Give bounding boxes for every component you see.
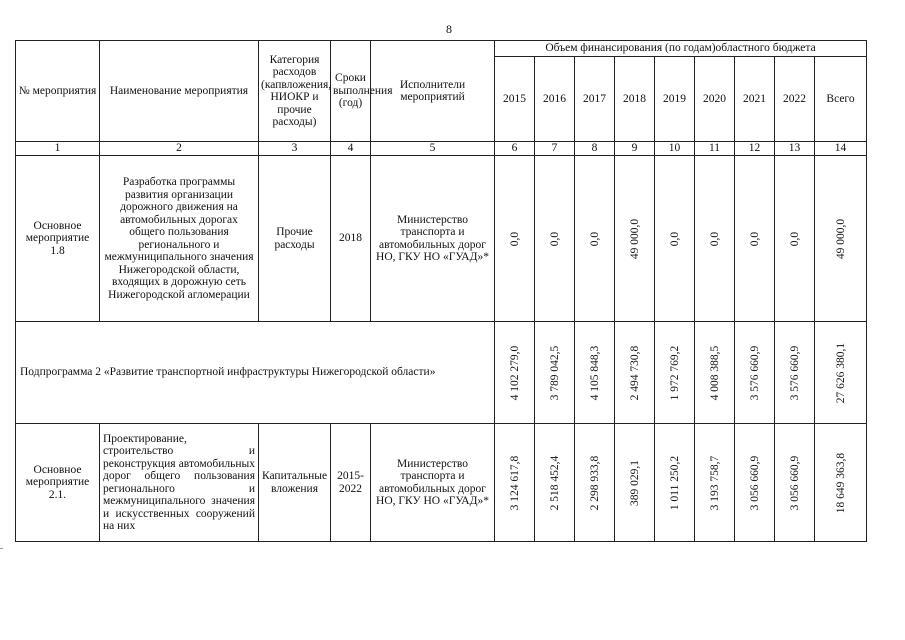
value-cell xyxy=(815,322,867,424)
column-number: 1 xyxy=(16,142,100,156)
value-2015: 3 124 617,8 xyxy=(508,455,521,510)
header-expense-category: Категория расходов (капвложения, НИОКР и прочие расходы) xyxy=(259,41,331,142)
value-cell xyxy=(615,424,655,542)
header-measure-number: № мероприятия xyxy=(16,41,100,142)
value-2016: 2 518 452,4 xyxy=(548,455,561,510)
header-measure-name: Наименование мероприятия xyxy=(100,41,259,142)
header-year: 2015 xyxy=(495,57,535,142)
value-cell xyxy=(575,424,615,542)
value-cell xyxy=(735,322,775,424)
value-2022: 3 056 660,9 xyxy=(788,455,801,510)
value-cell xyxy=(775,156,815,322)
value-2018: 389 029,1 xyxy=(628,459,641,506)
value-2017: 0,0 xyxy=(588,231,601,246)
header-terms: Сроки выполнения (год) xyxy=(331,41,371,142)
value-2019: 1 011 250,2 xyxy=(668,455,681,510)
column-number: 4 xyxy=(331,142,371,156)
column-number: 9 xyxy=(615,142,655,156)
header-total: Всего xyxy=(815,57,867,142)
value-2021: 3 576 660,9 xyxy=(748,345,761,400)
subprogram-title: Подпрограмма 2 «Развитие транспортной инфраструктуры Нижегородской области» xyxy=(16,322,495,424)
column-number: 8 xyxy=(575,142,615,156)
value-cell xyxy=(535,322,575,424)
column-number: 13 xyxy=(775,142,815,156)
expense-category: Капитальные вложения xyxy=(259,424,331,542)
value-2017: 2 298 933,8 xyxy=(588,455,601,510)
value-cell xyxy=(695,156,735,322)
value-cell xyxy=(495,156,535,322)
column-number: 10 xyxy=(655,142,695,156)
value-2019: 1 972 769,2 xyxy=(668,345,681,400)
value-cell xyxy=(535,424,575,542)
table-row-measure-2-1 xyxy=(16,424,867,542)
header-year: 2022 xyxy=(775,57,815,142)
executors: Министерство транспорта и автомобильных дорог НО, ГКУ НО «ГУАД»* xyxy=(371,424,495,542)
value-2021: 0,0 xyxy=(748,231,761,246)
value-cell xyxy=(615,322,655,424)
value-2017: 4 105 848,3 xyxy=(588,345,601,400)
value-total: 18 649 363,8 xyxy=(834,452,847,513)
value-2018: 49 000,0 xyxy=(628,218,641,259)
value-cell xyxy=(495,322,535,424)
value-total: 27 626 380,1 xyxy=(834,342,847,403)
value-2015: 4 102 279,0 xyxy=(508,345,521,400)
value-cell xyxy=(815,156,867,322)
value-2022: 0,0 xyxy=(788,231,801,246)
column-number: 12 xyxy=(735,142,775,156)
executors: Министерство транспорта и автомобильных дорог НО, ГКУ НО «ГУАД»* xyxy=(371,156,495,322)
header-year: 2016 xyxy=(535,57,575,142)
value-2020: 0,0 xyxy=(708,231,721,246)
measure-name: Разработка программы развития организации дорожного движения на автомобильных дорогах общего пользования регионального и межмуниципального значения Нижегородской области, входящих в дорожную сеть Нижегородской агломерации xyxy=(100,156,259,322)
value-cell xyxy=(695,322,735,424)
value-cell xyxy=(655,156,695,322)
value-cell xyxy=(655,424,695,542)
financing-table xyxy=(15,40,867,542)
header-funding-volume: Объем финансирования (по годам)областного бюджета xyxy=(495,41,867,57)
column-number: 2 xyxy=(100,142,259,156)
column-number: 3 xyxy=(259,142,331,156)
value-2021: 3 056 660,9 xyxy=(748,455,761,510)
measure-number: Основное мероприятие 1.8 xyxy=(16,156,100,322)
value-2018: 2 494 730,8 xyxy=(628,345,641,400)
column-number: 6 xyxy=(495,142,535,156)
value-2020: 3 193 758,7 xyxy=(708,455,721,510)
value-cell xyxy=(815,424,867,542)
header-year: 2019 xyxy=(655,57,695,142)
column-number: 14 xyxy=(815,142,867,156)
terms: 2018 xyxy=(331,156,371,322)
value-cell xyxy=(495,424,535,542)
value-total: 49 000,0 xyxy=(834,218,847,259)
value-cell xyxy=(735,424,775,542)
column-number: 7 xyxy=(535,142,575,156)
value-2016: 0,0 xyxy=(548,231,561,246)
header-row-1 xyxy=(16,41,867,57)
value-cell xyxy=(535,156,575,322)
value-cell xyxy=(695,424,735,542)
value-cell xyxy=(575,156,615,322)
column-number: 5 xyxy=(371,142,495,156)
header-year: 2017 xyxy=(575,57,615,142)
header-year: 2021 xyxy=(735,57,775,142)
value-cell xyxy=(735,156,775,322)
terms: 2015-2022 xyxy=(331,424,371,542)
value-cell xyxy=(575,322,615,424)
value-2022: 3 576 660,9 xyxy=(788,345,801,400)
measure-number: Основное мероприятие 2.1. xyxy=(16,424,100,542)
column-numbers-row xyxy=(16,142,867,156)
measure-name: Проектирование, строительство и реконструкция автомобильных дорог общего пользования регионального и межмуниципального значения и искусственных сооружений на них xyxy=(100,424,259,542)
value-2020: 4 008 388,5 xyxy=(708,345,721,400)
value-cell xyxy=(775,322,815,424)
value-cell xyxy=(615,156,655,322)
table-row-subprogram-2 xyxy=(16,322,867,424)
value-cell xyxy=(775,424,815,542)
value-2016: 3 789 042,5 xyxy=(548,345,561,400)
scan-edge-mark xyxy=(0,548,3,549)
header-year: 2018 xyxy=(615,57,655,142)
expense-category: Прочие расходы xyxy=(259,156,331,322)
column-number: 11 xyxy=(695,142,735,156)
value-cell xyxy=(655,322,695,424)
page-number: 8 xyxy=(446,22,452,36)
table-row-measure-1-8 xyxy=(16,156,867,322)
header-year: 2020 xyxy=(695,57,735,142)
value-2015: 0,0 xyxy=(508,231,521,246)
value-2019: 0,0 xyxy=(668,231,681,246)
header-executors: Исполнители мероприятий xyxy=(371,41,495,142)
